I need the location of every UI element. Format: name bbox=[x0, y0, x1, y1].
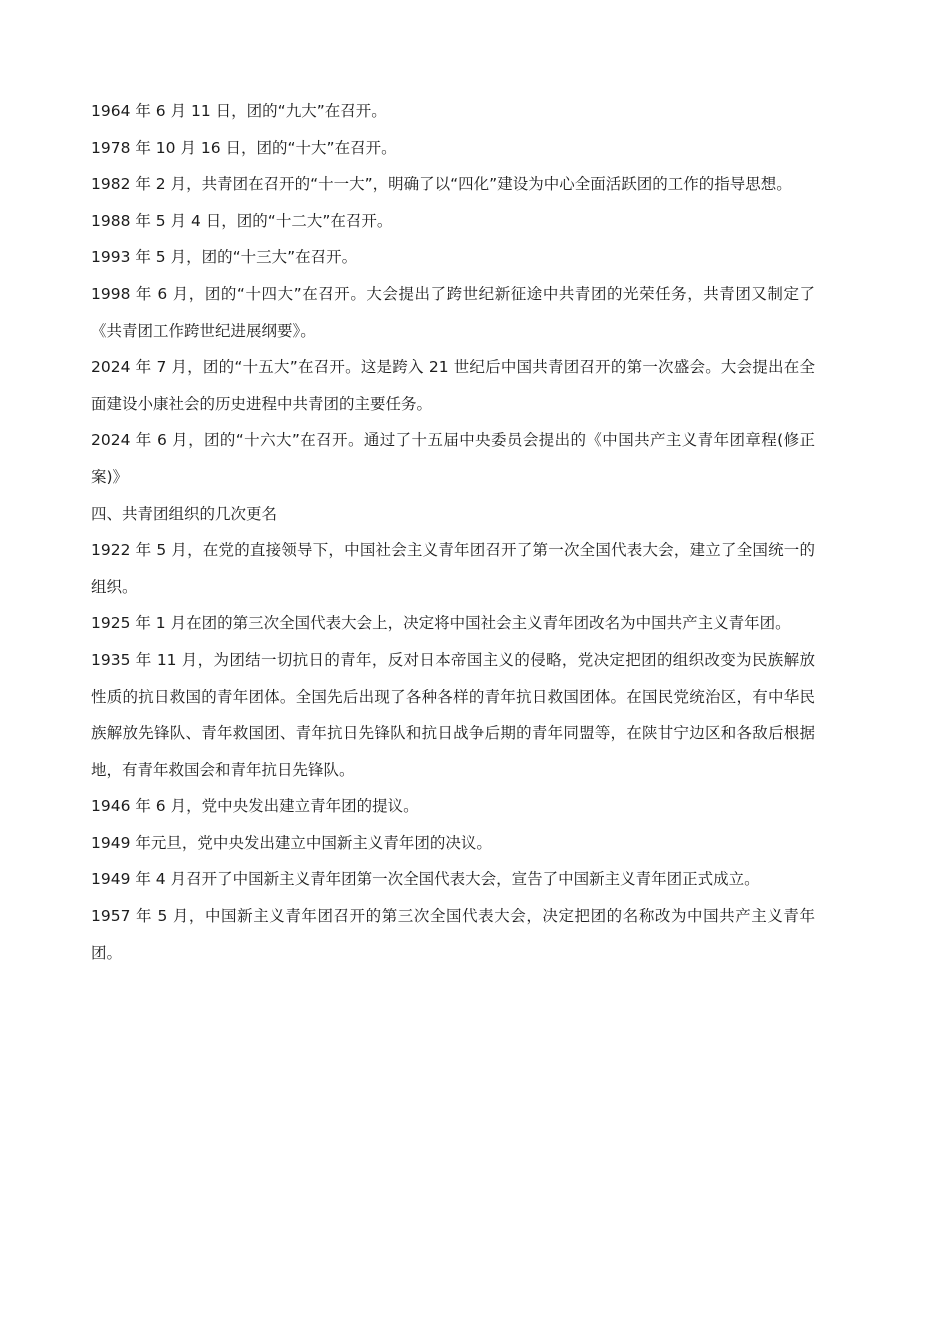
paragraph-1925: 1925 年 1 月在团的第三次全国代表大会上，决定将中国社会主义青年团改名为中国共产主义青年团。 bbox=[91, 614, 791, 633]
paragraph-1949-april: 1949 年 4 月召开了中国新主义青年团第一次全国代表大会，宣告了中国新主义青年团正式成立。 bbox=[91, 870, 760, 889]
paragraph-1922: 1922 年 5 月，在党的直接领导下，中国社会主义青年团召开了第一次全国代表大会，建立了全国统一的组织。 bbox=[91, 541, 815, 596]
paragraph-1993: 1993 年 5 月，团的“十三大”在召开。 bbox=[91, 248, 358, 267]
paragraph-2024-july: 2024 年 7 月，团的“十五大”在召开。这是跨入 21 世纪后中国共青团召开的第一次盛会。大会提出在全面建设小康社会的历史进程中共青团的主要任务。 bbox=[91, 358, 815, 413]
paragraph-1998: 1998 年 6 月，团的“十四大”在召开。大会提出了跨世纪新征途中共青团的光荣任务，共青团又制定了《共青团工作跨世纪进展纲要》。 bbox=[91, 284, 815, 340]
paragraph-2024-june: 2024 年 6 月，团的“十六大”在召开。通过了十五届中央委员会提出的《中国共产主义青年团章程(修正案)》 bbox=[91, 431, 815, 486]
paragraph-1988: 1988 年 5 月 4 日，团的“十二大”在召开。 bbox=[91, 211, 393, 230]
document-body bbox=[91, 93, 815, 971]
paragraph-1982: 1982 年 2 月，共青团在召开的“十一大”，明确了以“四化”建设为中心全面活跃团的工作的指导思想。 bbox=[91, 175, 792, 194]
paragraph-1957: 1957 年 5 月，中国新主义青年团召开的第三次全国代表大会，决定把团的名称改为中国共产主义青年团。 bbox=[91, 907, 815, 962]
section-heading-renaming: 四、共青团组织的几次更名 bbox=[91, 504, 278, 523]
paragraph-1946: 1946 年 6 月，党中央发出建立青年团的提议。 bbox=[91, 797, 419, 816]
paragraph-1949-new-year: 1949 年元旦，党中央发出建立中国新主义青年团的决议。 bbox=[91, 833, 492, 852]
paragraph-1978: 1978 年 10 月 16 日，团的“十大”在召开。 bbox=[91, 138, 397, 157]
paragraph-1964: 1964 年 6 月 11 日，团的“九大”在召开。 bbox=[91, 102, 387, 120]
paragraph-1935: 1935 年 11 月，为团结一切抗日的青年，反对日本帝国主义的侵略，党决定把团的组织改变为民族解放性质的抗日救国的青年团体。全国先后出现了各种各样的青年抗日救国团体。在国民党统治区，有中华民族解放先锋队、青年救国团、青年抗日先锋队和抗日战争后期的青年同盟等，在陕甘宁边区和各敌后根据地，有青年救国会和青年抗日先锋队。 bbox=[91, 650, 815, 779]
